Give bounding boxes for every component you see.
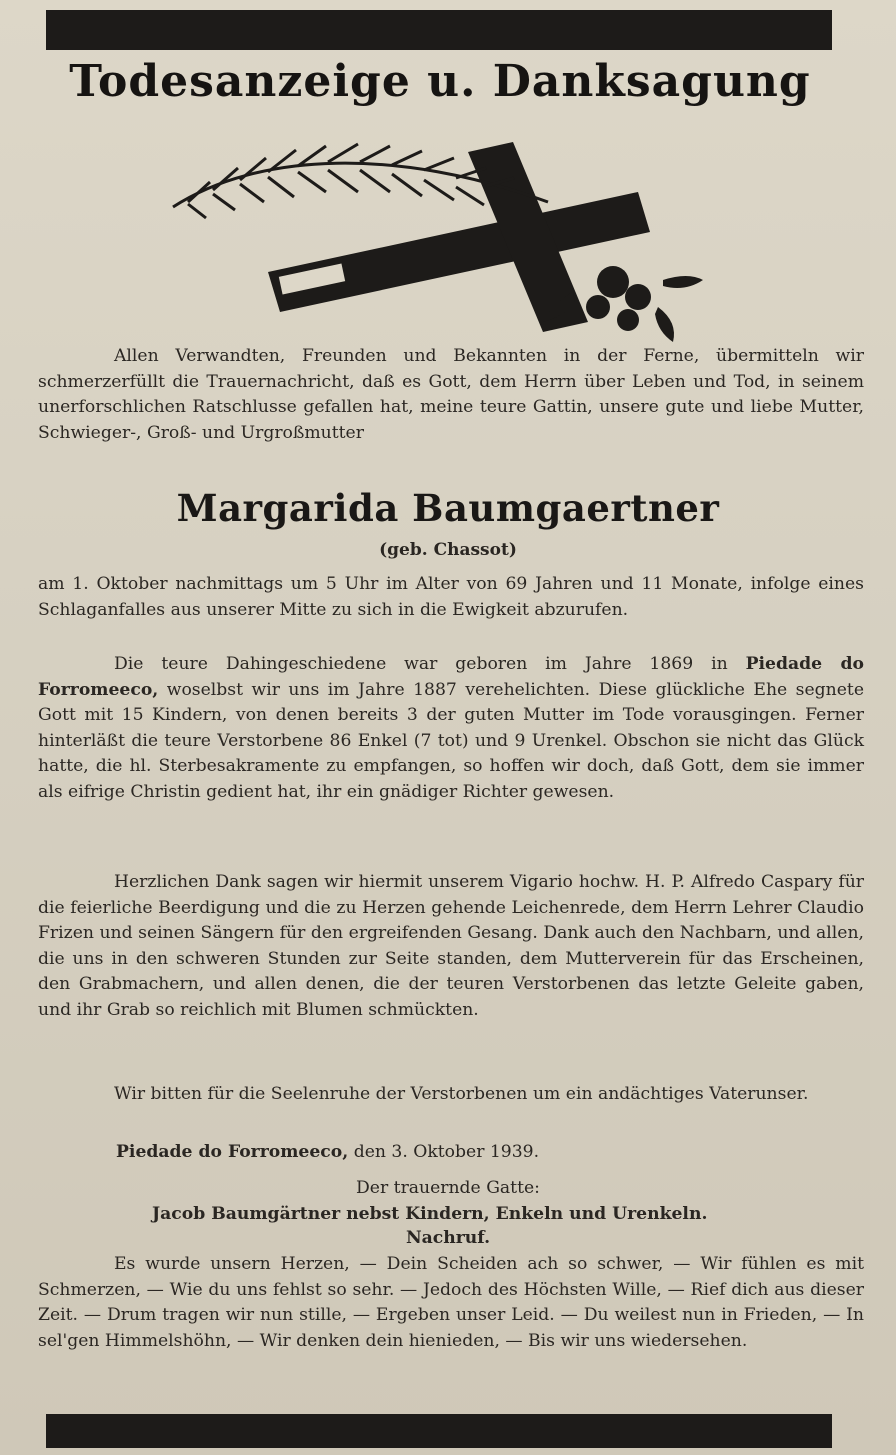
date: den 3. Oktober 1939. xyxy=(353,1142,540,1162)
thanks-paragraph: Herzlichen Dank sagen wir hiermit unserem Vigario hochw. H. P. Alfredo Caspary für die feierliche Beerdigung und die zu Herzen gehende Leichenrede, dem Herrn Lehrer Claudio Frizen und seinen Sängern für den ergreifenden Gesang. Dank auch den Nachbarn, und allen, die uns in den schweren Stunden zur Seite standen, dem Mutterverein für das Erscheinen, den Grabmachern, und allen denen, die der teuren Verstorbenen das letzte Geleite gaben, und ihr Grab so reichlich mit Blumen schmückten. xyxy=(38,872,864,1020)
prayer-request: Wir bitten für die Seelenruhe der Verstorbenen um ein andächtiges Vaterunser. xyxy=(114,1084,809,1104)
biography-lead: Die teure Dahingeschiedene war geboren im Jahre 1869 in xyxy=(114,654,728,674)
intro-paragraph: Allen Verwandten, Freunden und Bekannten in der Ferne, übermitteln wir schmerzerfüllt die Trauernachricht, daß es Gott, dem Herrn über Leben und Tod, in seinem unerforschlichen Ratschlusse gefallen hat, meine teure Gattin, unsere gute und liebe Mutter, Schwieger-, Groß- und Urgroßmutter xyxy=(38,346,864,443)
birth-name: (geb. Chassot) xyxy=(379,540,517,560)
palm-frond-and-cross-icon xyxy=(168,132,728,342)
biography-rest: woselbst wir uns im Jahre 1887 verehelichten. Diese glückliche Ehe segnete Gott mit 15 Kindern, von denen bereits 3 der guten Mutter im Tode vorausgingen. Ferner hinterläßt die teure Verstorbene 86 Enkel (7 tot) und 9 Urenkel. Obschon sie nicht das Glück hatte, die hl. Sterbesakramente zu empfangen, so hoffen wir doch, daß Gott, dem sie immer als eifrige Christin gedient hat, ihr ein gnädiger Richter gewesen. xyxy=(38,679,864,802)
mourner-name: Jacob Baumgärtner nebst Kindern, Enkeln und Urenkeln. xyxy=(152,1204,708,1224)
biography-paragraph xyxy=(38,652,864,805)
birthplace: Piedade do Forromeeco, xyxy=(38,654,864,700)
nachruf-title: Nachruf. xyxy=(405,1228,491,1248)
place-and-date xyxy=(40,1140,856,1165)
bottom-border-rule xyxy=(46,1414,832,1448)
nachruf-poem: Es wurde unsern Herzen, — Dein Scheiden ach so schwer, — Wir fühlen es mit Schmerzen, — Wie du uns fehlst so sehr. — Jedoch des Höchsten Wille, — Rief dich aus dieser Zeit. — Drum tragen wir nun stille, — Ergeben unser Leid. — Du weilest nun in Frieden, — In sel'gen Himmelshöhn, — Wir denken dein hienieden, — Bis wir uns wiedersehen. xyxy=(38,1254,864,1351)
deceased-name: Margarida Baumgaertner xyxy=(176,486,720,530)
mourner-label: Der trauernde Gatte: xyxy=(356,1178,540,1198)
top-border-rule xyxy=(46,10,832,50)
place: Piedade do Forromeeco, xyxy=(116,1142,349,1162)
death-date-paragraph: am 1. Oktober nachmittags um 5 Uhr im Alter von 69 Jahren und 11 Monate, infolge eines Schlaganfalles aus unserer Mitte zu sich in die Ewigkeit abzurufen. xyxy=(38,574,864,620)
headline: Todesanzeige u. Danksagung xyxy=(69,56,811,107)
